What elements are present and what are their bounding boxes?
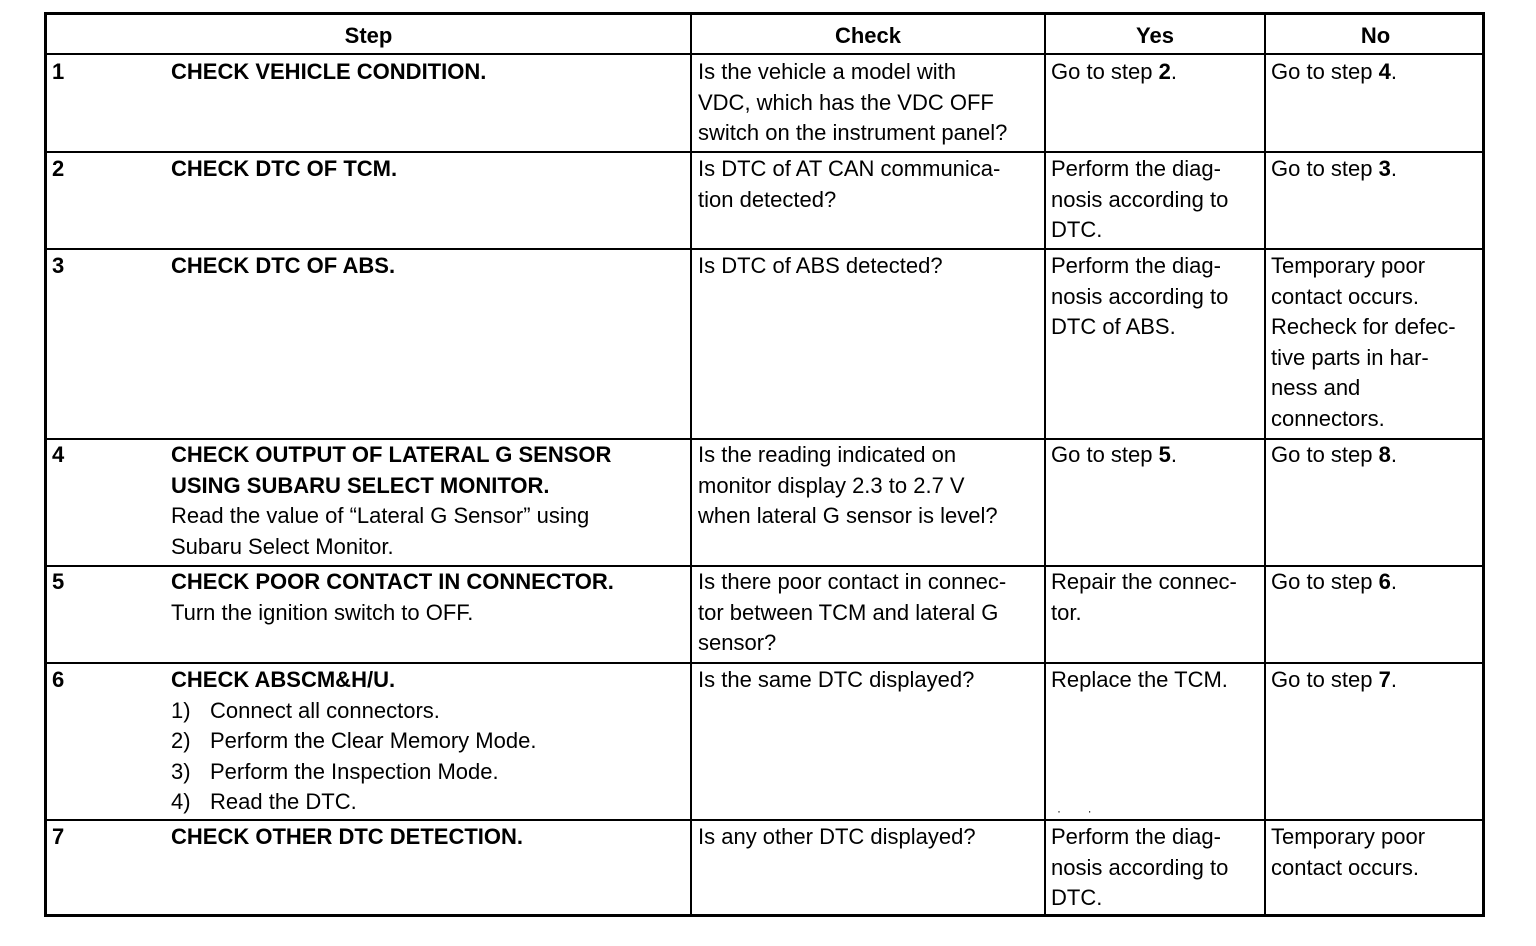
check-question: Is the reading indicated on monitor display 2.3 to 2.7 V when lateral G sensor is level? <box>698 442 998 528</box>
diagnostic-table <box>44 12 1485 917</box>
yes-action: Perform the diag- nosis according to DTC of ABS. <box>1051 253 1229 339</box>
yes-action: Perform the diag- nosis according to DTC. <box>1051 824 1229 910</box>
step-detail: Read the value of “Lateral G Sensor” using <box>171 503 590 528</box>
header-check: Check <box>834 23 902 48</box>
step-number: 5 <box>52 569 65 594</box>
column-divider <box>1044 15 1046 914</box>
procedure-step: 4) Read the DTC. <box>171 789 357 814</box>
check-question: Is any other DTC displayed? <box>698 824 976 849</box>
check-question: Is there poor contact in connec- tor between TCM and lateral G sensor? <box>698 569 1007 655</box>
column-divider <box>1264 15 1266 914</box>
step-title: CHECK OUTPUT OF LATERAL G SENSOR USING SUBARU SELECT MONITOR. Read the value of “Lateral G Sensor” using Subaru Select Monitor. <box>171 440 611 562</box>
no-action: Temporary poor contact occurs. Recheck for defec- tive parts in har- ness and connectors. <box>1271 253 1456 431</box>
yes-action: Perform the diag- nosis according to DTC. <box>1051 156 1229 242</box>
step-number: 6 <box>52 667 65 692</box>
scan-artifact: · · <box>1057 804 1092 818</box>
step-number: 1 <box>52 59 65 84</box>
procedure-step: 1) Connect all connectors. <box>171 697 440 723</box>
row-divider <box>47 662 1482 664</box>
step-title: CHECK ABSCM&H/U. 1) Connect all connectors. 2) Perform the Clear Memory Mode. 3) Perform the Inspection Mode. 4) Read the DTC. <box>171 665 536 818</box>
step-number: 4 <box>52 442 65 467</box>
step-title: CHECK DTC OF TCM. <box>171 156 398 181</box>
no-action: Go to step 8. <box>1271 442 1397 467</box>
no-action: Go to step 6. <box>1271 569 1397 594</box>
row-divider <box>47 819 1482 821</box>
step-detail: Turn the ignition switch to OFF. <box>171 599 474 625</box>
step-title: CHECK VEHICLE CONDITION. <box>171 59 487 84</box>
check-question: Is DTC of ABS detected? <box>698 253 943 278</box>
header-yes: Yes <box>1136 23 1174 48</box>
step-number: 2 <box>52 156 65 181</box>
check-question: Is the vehicle a model with VDC, which has the VDC OFF switch on the instrument panel? <box>698 59 1008 145</box>
header-no: No <box>1360 23 1391 48</box>
check-question: Is the same DTC displayed? <box>698 667 975 692</box>
no-action: Go to step 4. <box>1271 59 1397 84</box>
no-action: Go to step 3. <box>1271 156 1397 181</box>
step-number: 7 <box>52 824 65 849</box>
procedure-step: 2) Perform the Clear Memory Mode. <box>171 728 537 753</box>
procedure-step: 3) Perform the Inspection Mode. <box>171 758 499 784</box>
step-title: CHECK DTC OF ABS. <box>171 253 396 278</box>
header-step: Step <box>344 23 393 48</box>
yes-action: Go to step 5. <box>1051 442 1177 467</box>
yes-action: Replace the TCM. <box>1051 667 1228 692</box>
no-action: Go to step 7. <box>1271 667 1397 692</box>
row-divider <box>47 248 1482 250</box>
step-detail: Subaru Select Monitor. <box>171 533 394 559</box>
step-title: CHECK POOR CONTACT IN CONNECTOR. Turn the ignition switch to OFF. <box>171 567 614 628</box>
no-action: Temporary poor contact occurs. <box>1271 824 1426 880</box>
step-number: 3 <box>52 253 65 278</box>
step-title: CHECK OTHER DTC DETECTION. <box>171 824 523 849</box>
column-divider <box>690 15 692 914</box>
yes-action: Repair the connec- tor. <box>1051 569 1237 625</box>
row-divider <box>47 151 1482 153</box>
yes-action: Go to step 2. <box>1051 59 1177 84</box>
check-question: Is DTC of AT CAN communica- tion detected? <box>698 156 1001 212</box>
